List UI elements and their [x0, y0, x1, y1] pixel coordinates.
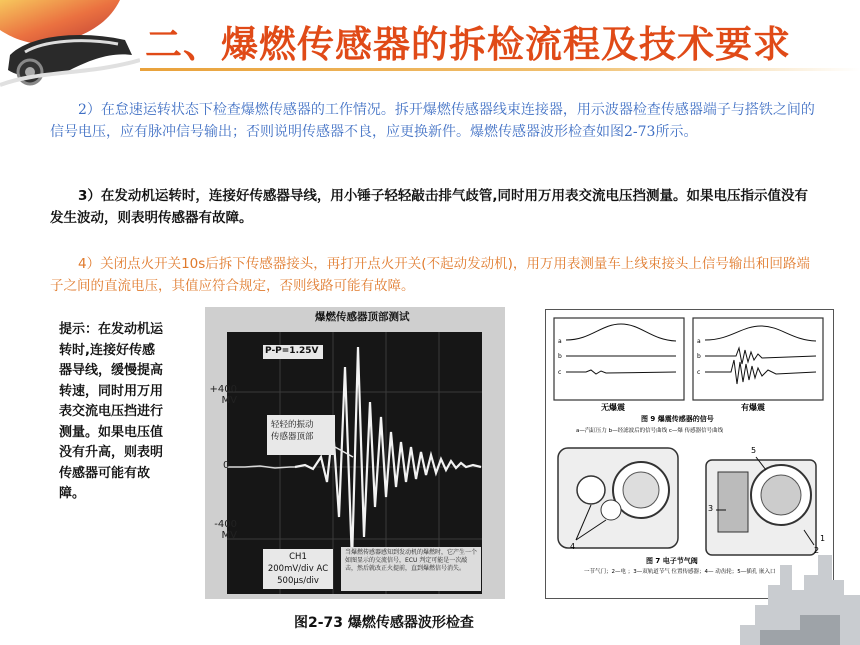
trace-a-left: a [558, 338, 562, 345]
trace-c-right: c [697, 369, 701, 376]
scope-title: 爆燃传感器顶部测试 [315, 311, 410, 323]
paragraph-running-check [50, 186, 820, 229]
fig9-legend: a—汽缸压力 b—经滤波后的信号曲线 c—爆 传感器信号曲线 [576, 428, 724, 434]
scope-note: 当爆燃传感器感知到发动机的爆燃时，它产生一个如图显示的交流信号，ECU 判定可能是一次敲击，然后就改正火提前，直到爆燃信号消失。 [345, 549, 478, 572]
trace-b-left: b [558, 353, 562, 360]
slide-header [0, 0, 860, 85]
page-title: 二、爆燃传感器的拆检流程及技术要求 [145, 23, 791, 66]
fig9-caption: 图 9 爆震传感器的信号 [641, 415, 714, 423]
scope-minus-label: -400 [214, 519, 237, 530]
scope-plus-label: +400 [209, 384, 237, 395]
scope-plus-axis [207, 384, 237, 406]
fig7-num-4: 4 [570, 542, 576, 551]
trace-c-left: c [558, 369, 562, 376]
trace-a-right: a [697, 338, 701, 345]
fig7-legend: 一节气门；2—电 ；3—双轨道节气 位置传感器；4— 动齿轮；5—插孔 嵌入口 [584, 569, 776, 575]
fig7-num-5: 5 [751, 446, 757, 455]
scope-channel-scale: 200mV/div AC [267, 564, 329, 574]
fig9-right-label: 有爆震 [741, 403, 765, 412]
scope-channel-name: CH1 [289, 552, 307, 562]
fig7-num-1: 1 [820, 534, 826, 543]
scope-zero-label: 0 [223, 460, 230, 471]
fig7-num-3: 3 [708, 504, 714, 513]
paragraph-wiring-check-text: 4）关闭点火开关10s后拆下传感器接头，再打开点火开关(不起动发动机)，用万用表测量车上线束接头上信号输出和回路端子之间的直流电压，其值应符合规定，否则线路可能有故障。 [50, 256, 810, 294]
oscilloscope-photo [205, 307, 505, 599]
scope-minus-axis [207, 519, 237, 541]
title-underline [140, 68, 860, 71]
trace-b-right: b [697, 353, 701, 360]
paragraph-running-check-text: 3）在发动机运转时，连接好传感器导线，用小锤子轻轻敲击排气歧管,同时用万用表交流电压挡测量。如果电压指示值没有发生波动，则表明传感器有故障。 [50, 188, 809, 226]
paragraph-idle-check [50, 100, 820, 143]
scope-plus-unit: MV [221, 395, 237, 406]
figure-caption: 图2-73 爆燃传感器波形检查 [294, 615, 474, 631]
scope-channel-box [265, 551, 331, 587]
tip-text: 提示：在发动机运转时,连接好传感器导线，缓慢提高转速，同时用万用表交流电压挡进行测量。如果电压值没有升高，则表明传感器可能有故障。 [59, 322, 164, 501]
skyline-decoration [740, 535, 860, 645]
fig9-left-label: 无爆震 [601, 403, 625, 412]
paragraph-idle-check-text: 2）在怠速运转状态下检查爆燃传感器的工作情况。拆开爆燃传感器线束连接器，用示波器检查传感器端子与搭铁之间的信号电压，应有脉冲信号输出；否则说明传感器不良，应更换新件。爆燃传感器波形检查如图2-73所示。 [50, 102, 815, 140]
scope-minus-unit: MV [221, 530, 237, 541]
car-logo-art [0, 0, 140, 95]
scope-channel-time: 500μs/div [277, 576, 319, 586]
scope-pp-label: P-P=1.25V [265, 346, 319, 356]
fig7-num-2: 2 [814, 546, 820, 555]
fig7-caption: 图 7 电子节气阀 [646, 557, 698, 565]
paragraph-wiring-check [50, 254, 820, 297]
scope-callout: 轻轻的振动 传感器顶部 [271, 420, 314, 442]
